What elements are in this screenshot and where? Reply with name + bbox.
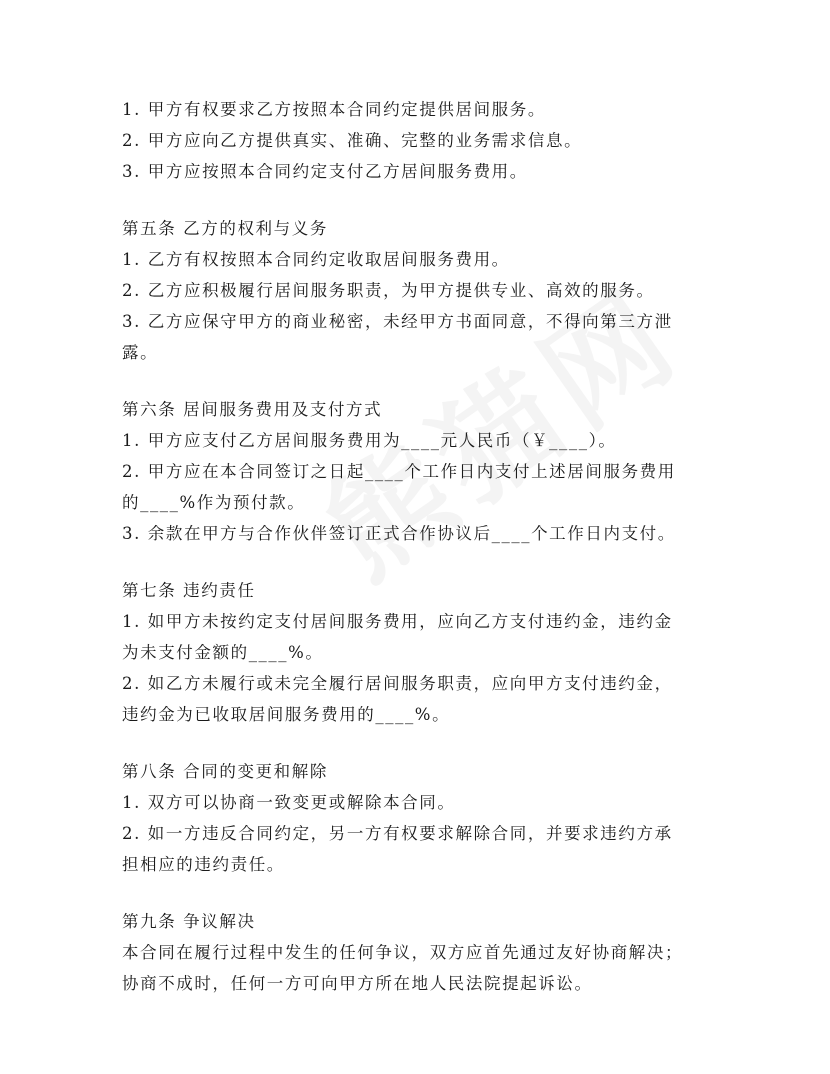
section-article-9 <box>122 906 712 999</box>
document-body <box>122 94 712 999</box>
clause-line: 2. 甲方应在本合同签订之日起____个工作日内支付上述居间服务费用 <box>122 462 676 481</box>
clause-line: 2. 甲方应向乙方提供真实、准确、完整的业务需求信息。 <box>122 131 583 150</box>
clause-line: 2. 乙方应积极履行居间服务职责，为甲方提供专业、高效的服务。 <box>122 281 655 300</box>
clause-line: 违约金为已收取居间服务费用的____%。 <box>122 705 451 724</box>
clause-line: 担相应的违约责任。 <box>122 855 285 874</box>
section-heading: 第七条 违约责任 <box>122 581 256 600</box>
section-article-7 <box>122 575 712 730</box>
clause-line: 2. 如一方违反合同约定，另一方有权要求解除合同，并要求违约方承 <box>122 824 673 843</box>
section-heading: 第九条 争议解决 <box>122 912 256 931</box>
clause-line: 3. 乙方应保守甲方的商业秘密，未经甲方书面同意，不得向第三方泄 <box>122 312 673 331</box>
clause-line: 为未支付金额的____%。 <box>122 643 324 662</box>
clause-line: 3. 甲方应按照本合同约定支付乙方居间服务费用。 <box>122 162 528 181</box>
clause-line: 1. 乙方有权按照本合同约定收取居间服务费用。 <box>122 250 510 269</box>
section-article-5 <box>122 213 712 368</box>
clause-line: 本合同在履行过程中发生的任何争议，双方应首先通过友好协商解决； <box>122 943 684 962</box>
section-heading: 第六条 居间服务费用及支付方式 <box>122 400 383 419</box>
clause-line: 的____%作为预付款。 <box>122 493 306 512</box>
clause-line: 1. 双方可以协商一致变更或解除本合同。 <box>122 793 456 812</box>
clause-line: 3. 余款在甲方与合作伙伴签订正式合作协议后____个工作日内支付。 <box>122 524 676 543</box>
clause-line: 1. 如甲方未按约定支付居间服务费用，应向乙方支付违约金，违约金 <box>122 612 673 631</box>
section-article-6 <box>122 394 712 549</box>
clause-line: 1. 甲方应支付乙方居间服务费用为____元人民币（￥____）。 <box>122 431 617 450</box>
clause-line: 协商不成时，任何一方可向甲方所在地人民法院提起诉讼。 <box>122 974 593 993</box>
clause-line: 露。 <box>122 343 159 362</box>
section-heading: 第八条 合同的变更和解除 <box>122 762 328 781</box>
section-heading: 第五条 乙方的权利与义务 <box>122 219 328 238</box>
section-article-8 <box>122 756 712 880</box>
section-jia-obligations <box>122 94 712 187</box>
clause-line: 1. 甲方有权要求乙方按照本合同约定提供居间服务。 <box>122 100 546 119</box>
clause-line: 2. 如乙方未履行或未完全履行居间服务职责，应向甲方支付违约金， <box>122 674 673 693</box>
